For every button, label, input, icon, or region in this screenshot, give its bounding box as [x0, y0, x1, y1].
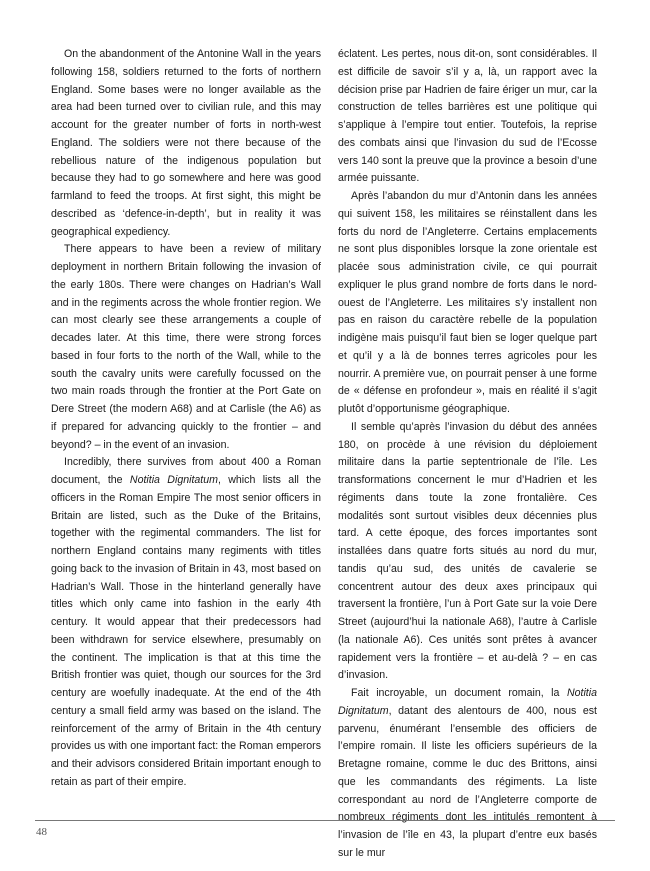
english-paragraph-2: There appears to have been a review of military deployment in northern Britain following the invasion of the early 180s. There were changes on Hadrian’s Wall and in the regiments across the whole frontier region. We can most clearly see these arrangements a couple of decades later. At this time, there were strong forces based in four forts to the north of the Wall, while to the south the cavalry units were carefully focussed on the two main roads through the frontier at the Port Gate on Dere Street (the modern A68) and at Carlisle (the A6) as if prepared for advancing quickly to the frontier – and beyond? – in the event of an invasion. — [51, 243, 321, 451]
french-paragraph-1: éclatent. Les pertes, nous dit-on, sont considérables. Il est difficile de savoir s’il y a, là, un rapport avec la décision prise par Hadrien de faire ériger un mur, car la construction de telles barrières est une politique qui s’applique à l’empire tout entier. Toutefois, la reprise des combats ainsi que l’invasion du sud de l’Ecosse vers 140 sont la preuve que la province a besoin d’une armée puissante. — [338, 48, 597, 185]
notitia-dignitatum-title-fr: Notitia Dignitatum — [338, 687, 597, 717]
french-paragraph-2: Après l’abandon du mur d’Antonin dans les années qui suivent 158, les militaires se réinstallent dans les forts du nord de l’Angleterre. Certains emplacements ne sont plus disponibles lorsque la zone orientale est placée sous administration civile, ce qui pourrait expliquer le plus grand nombre de forts dans le nord-ouest de l’Angleterre. Les militaires s’y installent non pas en raison du caractère rebelle de la population indigène mais puisqu’il faut bien se loger quelque part et qu’il y a là de bonnes terres agricoles pour les nourrir. A première vue, on pourrait penser à une forme de « défense en profondeur », mais en réalité il s’agit plutôt d’opportunisme géographique. — [338, 190, 597, 415]
french-paragraph-3: Il semble qu’après l’invasion du début des années 180, on procède à une révision du déploiement militaire dans la partie septentrionale de l’île. Les transformations concernent le mur d’Hadrien et les régiments dans toute la zone frontalière. Ces modalités sont surtout visibles deux décennies plus tard. A cette époque, des forces importantes sont installées dans quatre forts situés au nord du mur, tandis qu’au sud, des unités de cavalerie se concentrent autour des deux axes principaux qui traversent la frontière, l’un à Port Gate sur la voie Dere Street (aujourd’hui la nationale A68), l’autre à Carlisle (la nationale A6). Ces unités sont prêtes à avancer rapidement vers la frontière – et au-delà ? – en cas d’invasion. — [338, 420, 597, 682]
english-paragraph-3-end: , which lists all the officers in the Roman Empire The most senior officers in Britain are listed, such as the Duke of the Britains, together with the regimental commanders. The list for northern England contains many regiments with titles going back to the invasion of Britain in 43, most based on Hadrian’s Wall. Those in the hinterland generally have titles which only came into fashion in the early 4th century. It would appear that their predecessors had been withdrawn for service elsewhere, presumably on the continent. The implication is that at this time the British frontier was quiet, though our sources for the 3rd century are woefully inadequate. At the end of the 4th century a small field army was based on the island. The reinforcement of the army of Britain in the 4th century provides us with one important fact: the Roman emperors and their advisors considered Britain important enough to retain as part of their empire. — [51, 474, 321, 788]
notitia-dignitatum-title: Notitia Dignitatum — [129, 474, 218, 486]
french-paragraph-4-end: , datant des alentours de 400, nous est parvenu, énumérant l’ensemble des officiers de l’empire romain. Il liste les officiers supérieurs de la Bretagne romaine, comme le duc des Brittons, ainsi que les commandants des régiments. La liste correspondant au nord de l’Angleterre comporte de nombreux régiments dont les intitulés remontent à l’invasion de l’île en 43, la plupart d’entre eux basés sur le mur — [338, 704, 597, 859]
english-paragraph-3 — [51, 454, 321, 791]
french-paragraph-4 — [338, 685, 597, 863]
footer-divider — [35, 820, 615, 821]
english-paragraph-3-start: Incredibly, there survives from about 400 a Roman document, the — [51, 456, 321, 486]
french-paragraph-4-start: Fait incroyable, un document romain, la — [351, 687, 567, 699]
french-text-column — [338, 46, 597, 863]
english-text-column — [51, 46, 321, 792]
page-number: 48 — [36, 826, 47, 838]
english-paragraph-1: On the abandonment of the Antonine Wall in the years following 158, soldiers returned to the forts of northern England. Some bases were no longer available as the area had been turned over to civilian rule, and this may account for the greater number of forts in north-west England. The soldiers were not there because of the rebellious nature of the indigenous population but because they had to go somewhere and here was good farmland to feed the troops. At first sight, this might be described as ‘defence-in-depth’, but in reality it was geographical expediency. — [51, 48, 321, 238]
